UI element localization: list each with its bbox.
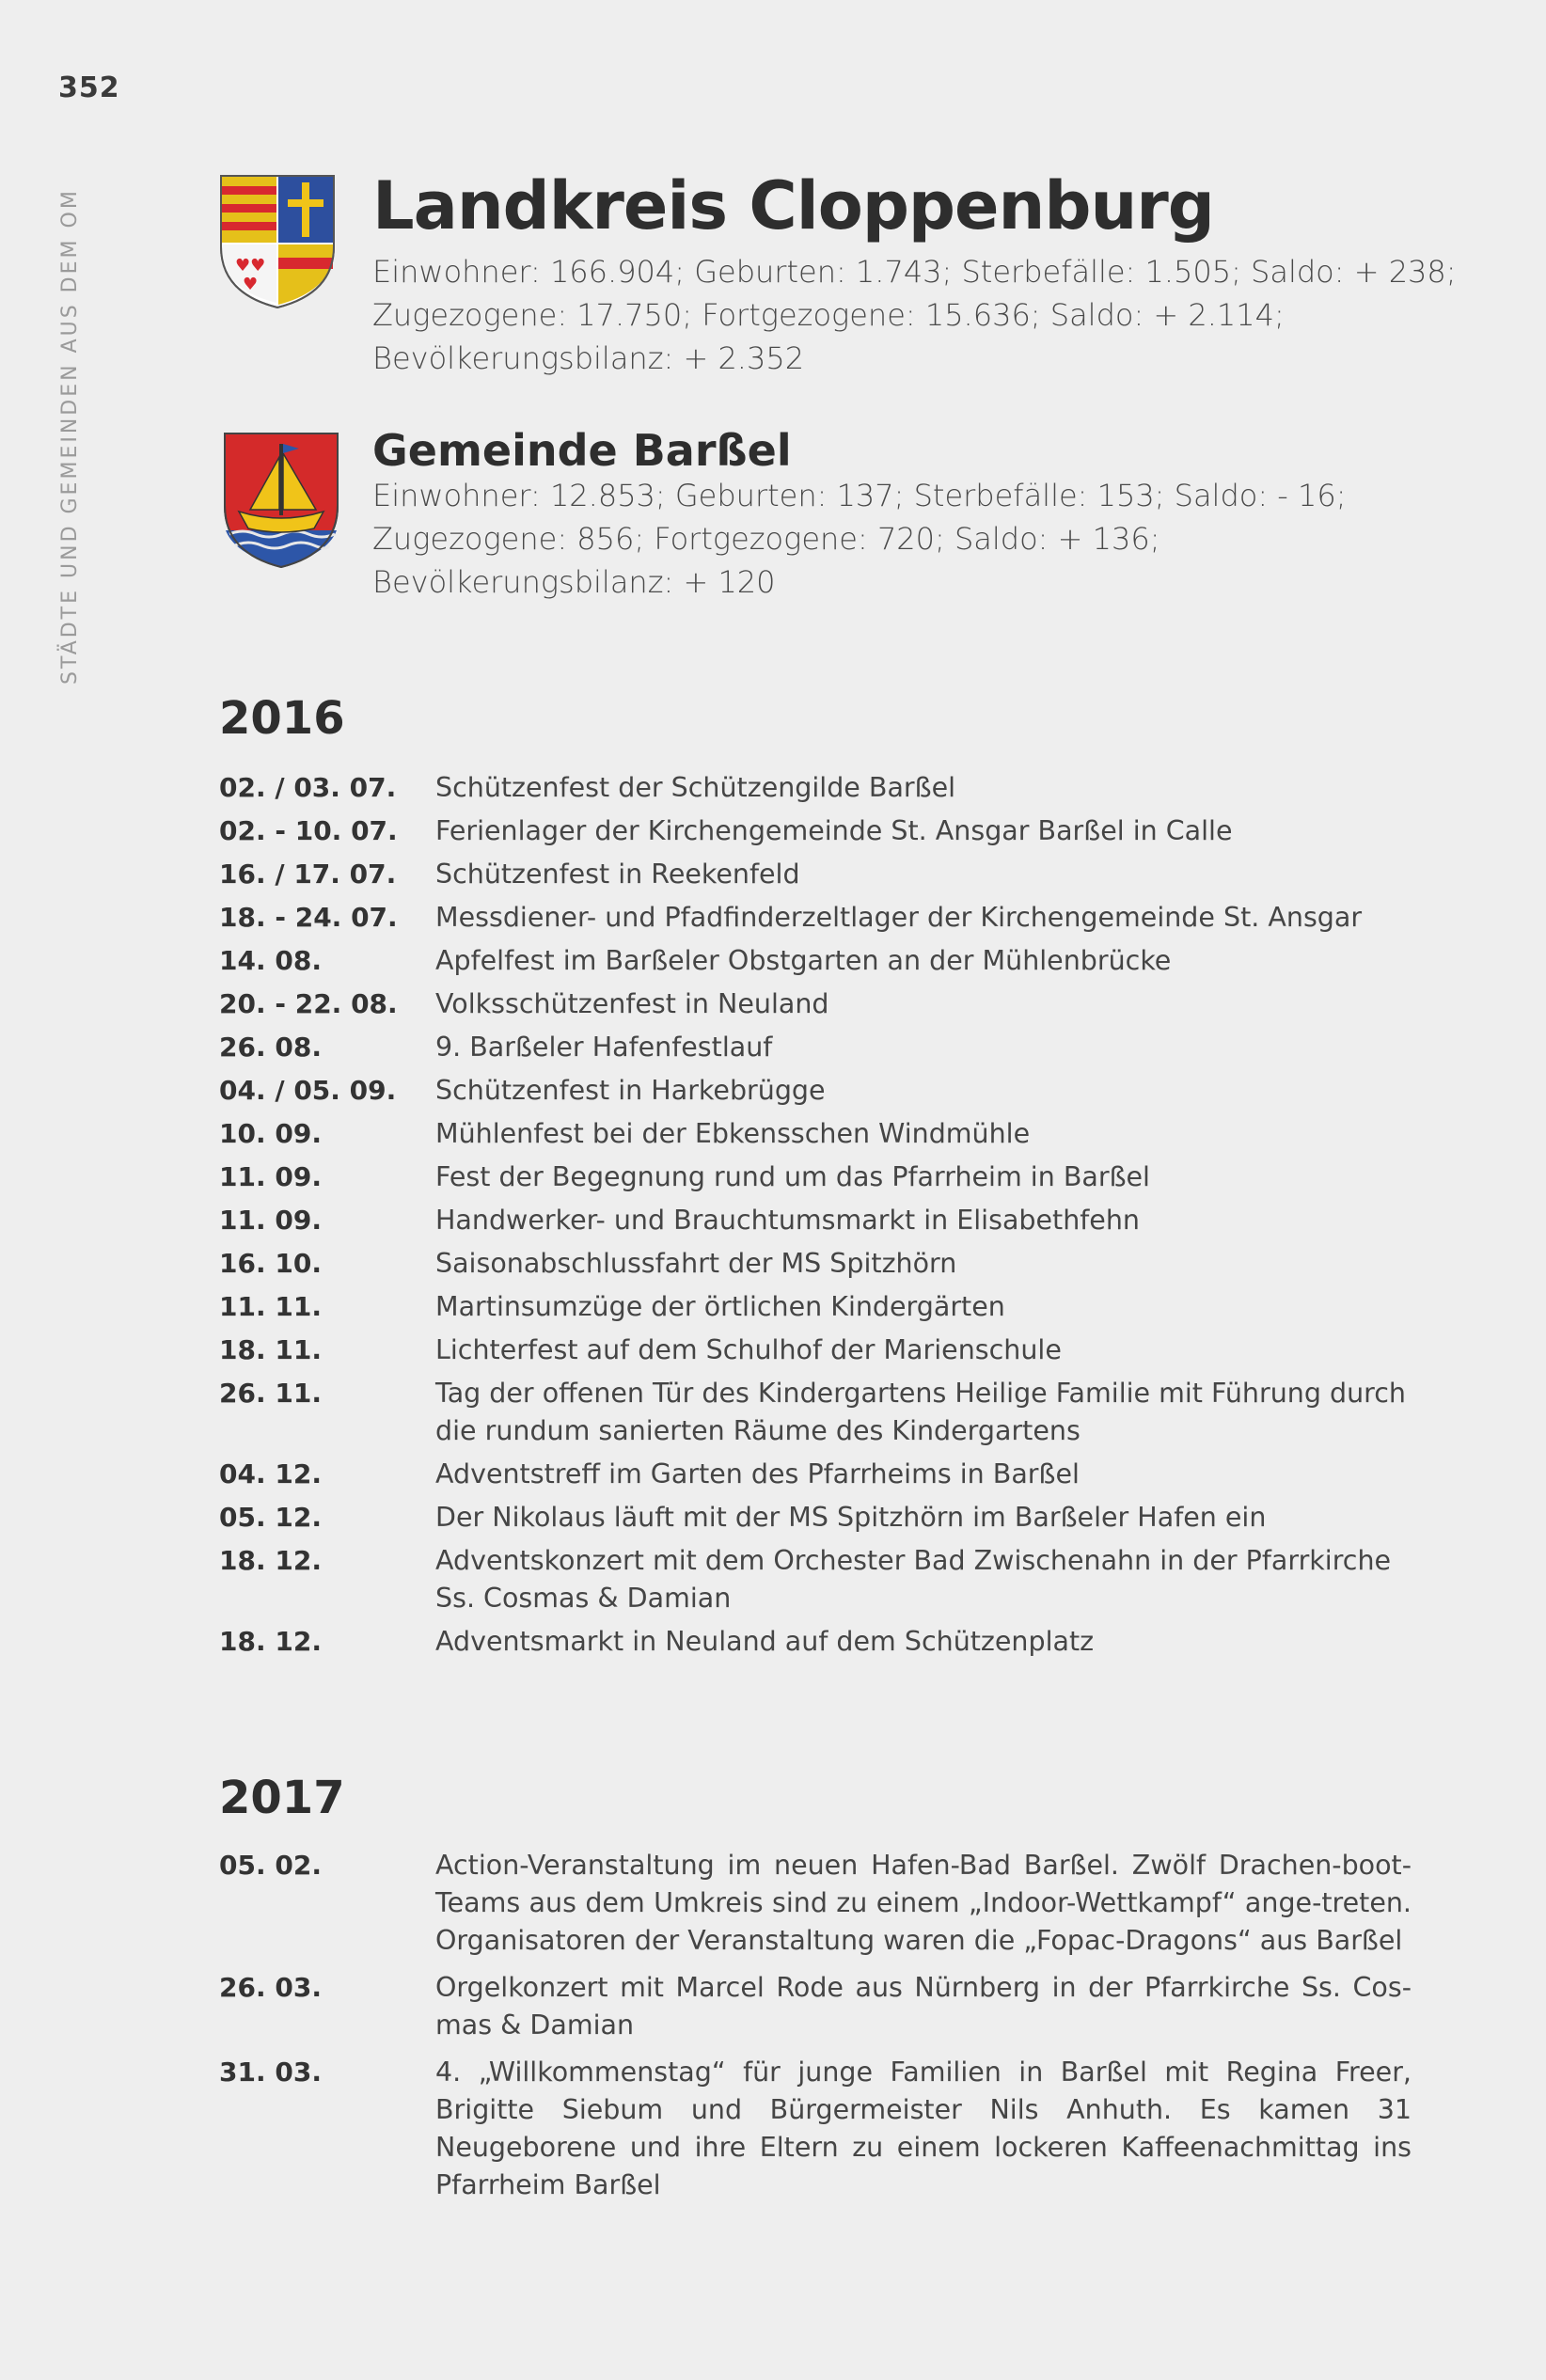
event-date: 16. 10.	[219, 1248, 322, 1279]
event-text: Handwerker- und Brauchtumsmarkt in Elisabethfehn	[435, 1205, 1140, 1236]
event-text: Schützenfest in Harkebrügge	[435, 1075, 826, 1106]
event-row	[219, 985, 1412, 1023]
event-text: Adventskonzert mit dem Orchester Bad Zwischenahn in der Pfarrkirche Ss. Cosmas & Damian	[435, 1545, 1392, 1614]
event-text: Der Nikolaus läuft mit der MS Spitzhörn im Barßeler Hafen ein	[435, 1502, 1267, 1533]
event-date: 26. 11.	[219, 1378, 322, 1409]
svg-text:♥: ♥	[243, 275, 259, 294]
event-text: Volksschützenfest in Neuland	[435, 988, 829, 1019]
year-heading-2017: 2017	[219, 1772, 345, 1824]
event-row	[219, 1969, 1412, 2044]
event-text: Tag der offenen Tür des Kindergartens Heilige Familie mit Führung durch die rundum sanierten Räume des Kindergartens	[435, 1378, 1406, 1446]
event-text: Schützenfest der Schützengilde Barßel	[435, 772, 956, 803]
event-text: Apfelfest im Barßeler Obstgarten an der Mühlenbrücke	[435, 945, 1172, 976]
event-text: Adventstreff im Garten des Pfarrheims in Barßel	[435, 1458, 1080, 1489]
gemeinde-stats-line: Bevölkerungsbilanz: + 120	[372, 564, 776, 600]
landkreis-stats	[372, 250, 1457, 380]
event-date: 18. - 24. 07.	[219, 902, 398, 933]
event-row	[219, 1375, 1412, 1450]
event-text: Martinsumzüge der örtlichen Kindergärten	[435, 1291, 1005, 1322]
event-text: Saisonabschlussfahrt der MS Spitzhörn	[435, 1248, 957, 1279]
event-text: Messdiener- und Pfadfinderzeltlager der Kirchengemeinde St. Ansgar	[435, 902, 1363, 933]
gemeinde-stats	[372, 474, 1347, 604]
year-heading-2016: 2016	[219, 692, 345, 745]
page-number: 352	[58, 71, 120, 104]
barssel-coat-of-arms-ship-icon	[222, 431, 340, 570]
event-row	[219, 1623, 1412, 1661]
cloppenburg-coat-of-arms-icon	[218, 173, 337, 310]
event-date: 20. - 22. 08.	[219, 988, 398, 1019]
event-row	[219, 1542, 1412, 1617]
event-text: Ferienlager der Kirchengemeinde St. Ansgar Barßel in Calle	[435, 815, 1233, 846]
event-text: Action-Veranstaltung im neuen Hafen-Bad Barßel. Zwölf Drachen-boot-Teams aus dem Umkreis sind zu einem „Indoor-Wettkampf“ ange-treten. Organisatoren der Veranstaltung waren die „Fopac-Dragons“ aus Barßel	[435, 1850, 1412, 1956]
gemeinde-title: Gemeinde Barßel	[372, 425, 792, 476]
event-text: Schützenfest in Reekenfeld	[435, 859, 800, 890]
gemeinde-stats-line: Zugezogene: 856; Fortgezogene: 720; Saldo: + 136;	[372, 521, 1160, 557]
side-caption: STÄDTE UND GEMEINDEN AUS DEM OM	[58, 188, 82, 685]
event-date: 04. / 05. 09.	[219, 1075, 397, 1106]
event-date: 04. 12.	[219, 1458, 322, 1489]
event-date: 10. 09.	[219, 1118, 322, 1149]
event-date: 26. 08.	[219, 1032, 322, 1063]
event-row	[219, 899, 1412, 937]
event-text: Adventsmarkt in Neuland auf dem Schützenplatz	[435, 1626, 1095, 1657]
event-row	[219, 1288, 1412, 1326]
event-row	[219, 1499, 1412, 1537]
event-date: 02. - 10. 07.	[219, 815, 398, 846]
landkreis-title: Landkreis Cloppenburg	[372, 167, 1214, 244]
event-date: 16. / 17. 07.	[219, 859, 397, 890]
event-date: 26. 03.	[219, 1972, 322, 2003]
event-date: 11. 09.	[219, 1205, 322, 1236]
event-row	[219, 942, 1412, 980]
event-date: 05. 12.	[219, 1502, 322, 1533]
event-text: Fest der Begegnung rund um das Pfarrheim in Barßel	[435, 1161, 1150, 1192]
event-row	[219, 769, 1412, 807]
event-row	[219, 856, 1412, 893]
event-text: Lichterfest auf dem Schulhof der Marienschule	[435, 1334, 1062, 1365]
landkreis-stats-line: Einwohner: 166.904; Geburten: 1.743; Sterbefälle: 1.505; Saldo: + 238;	[372, 254, 1457, 290]
event-text: 9. Barßeler Hafenfestlauf	[435, 1032, 773, 1063]
event-date: 31. 03.	[219, 2057, 322, 2088]
event-date: 11. 09.	[219, 1161, 322, 1192]
event-text: 4. „Willkommenstag“ für junge Familien in Barßel mit Regina Freer, Brigitte Siebum und Bürgermeister Nils Anhuth. Es kamen 31 Neugeborene und ihre Eltern zu einem lockeren Kaffeenachmittag ins Pfarrheim Barßel	[435, 2057, 1412, 2200]
event-row	[219, 1847, 1412, 1960]
event-row	[219, 1202, 1412, 1239]
event-row	[219, 1072, 1412, 1110]
event-row	[219, 1245, 1412, 1283]
svg-text:♥♥: ♥♥	[235, 256, 266, 276]
event-date: 18. 12.	[219, 1626, 322, 1657]
event-row	[219, 1115, 1412, 1153]
event-date: 05. 02.	[219, 1850, 322, 1881]
gemeinde-stats-line: Einwohner: 12.853; Geburten: 137; Sterbefälle: 153; Saldo: - 16;	[372, 478, 1347, 513]
event-row	[219, 812, 1412, 850]
event-date: 14. 08.	[219, 945, 322, 976]
event-date: 11. 11.	[219, 1291, 322, 1322]
landkreis-stats-line: Bevölkerungsbilanz: + 2.352	[372, 340, 805, 376]
landkreis-stats-line: Zugezogene: 17.750; Fortgezogene: 15.636; Saldo: + 2.114;	[372, 297, 1285, 333]
event-list-2017	[219, 1847, 1412, 2214]
event-text: Orgelkonzert mit Marcel Rode aus Nürnberg in der Pfarrkirche Ss. Cos-mas & Damian	[435, 1972, 1412, 2041]
event-row	[219, 1158, 1412, 1196]
event-date: 02. / 03. 07.	[219, 772, 397, 803]
event-list-2016	[219, 769, 1412, 1666]
event-row	[219, 1456, 1412, 1493]
event-row	[219, 1332, 1412, 1369]
event-row	[219, 2054, 1412, 2204]
event-text: Mühlenfest bei der Ebkensschen Windmühle	[435, 1118, 1031, 1149]
event-date: 18. 12.	[219, 1545, 322, 1576]
event-row	[219, 1029, 1412, 1066]
event-date: 18. 11.	[219, 1334, 322, 1365]
